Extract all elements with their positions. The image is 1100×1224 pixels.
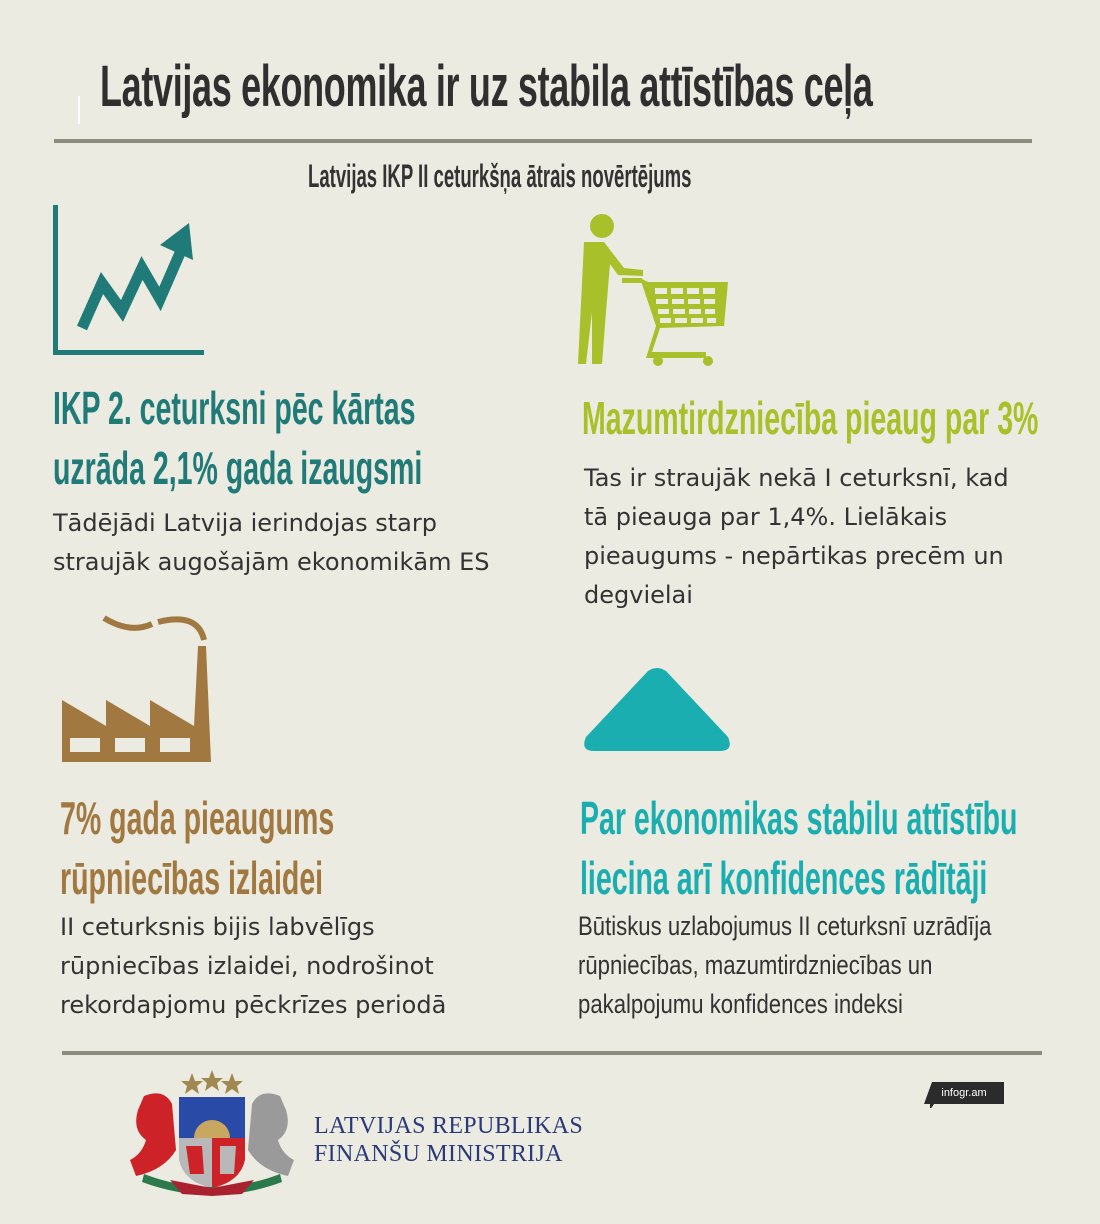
body-line: Tas ir straujāk nekā I ceturksnī, kad [584, 464, 1009, 492]
infogram-label: infogr.am [941, 1087, 987, 1099]
retail-headline: Mazumtirdzniecība pieaug par 3% [582, 392, 1039, 444]
top-divider [54, 139, 1032, 143]
infogram-badge[interactable] [924, 1082, 1004, 1108]
up-triangle-icon [580, 665, 735, 755]
body-line: tā pieauga par 1,4%. Lielākais [584, 503, 948, 531]
headline-line: 7% gada pieaugums [60, 792, 335, 844]
gdp-body [53, 504, 489, 582]
shopping-cart-person-icon [578, 212, 733, 367]
body-line: rūpniecības, mazumtirdzniecības un [578, 950, 933, 980]
body-line: II ceturksnis bijis labvēlīgs [60, 913, 375, 941]
headline-line: Par ekonomikas stabilu attīstību [580, 792, 1018, 844]
body-line: pakalpojumu konfidences indeksi [578, 989, 903, 1019]
edge-mark [78, 96, 80, 124]
body-line: straujāk augošajām ekonomikām ES [53, 548, 490, 576]
body-line: rekordapjomu pēckrīzes periodā [60, 991, 447, 1019]
headline-line: uzrāda 2,1% gada izaugsmi [53, 442, 423, 494]
industry-body [60, 908, 446, 1025]
retail-body [584, 459, 1009, 615]
headline-line: IKP 2. ceturksni pēc kārtas [53, 382, 416, 434]
confidence-headline [580, 788, 1017, 908]
headline-line: liecina arī konfidences rādītāji [580, 852, 988, 904]
growth-chart-icon [52, 205, 207, 357]
body-line: Būtiskus uzlabojumus II ceturksnī uzrādīja [578, 911, 992, 941]
confidence-body [578, 907, 991, 1024]
body-line: degvielai [584, 581, 693, 609]
headline-line: rūpniecības izlaidei [60, 852, 324, 904]
industry-headline [60, 788, 334, 908]
page-subtitle: Latvijas IKP II ceturkšņa ātrais novērtējums [308, 158, 692, 194]
gdp-headline [53, 378, 422, 498]
page-title: Latvijas ekonomika ir uz stabila attīstības ceļa [100, 54, 873, 119]
ministry-line: FINANŠU MINISTRIJA [314, 1141, 563, 1167]
ministry-name [314, 1112, 583, 1168]
body-line: rūpniecības izlaidei, nodrošinot [60, 952, 434, 980]
bottom-divider [62, 1051, 1042, 1055]
ministry-line: LATVIJAS REPUBLIKAS [314, 1113, 584, 1139]
body-line: pieaugums - nepārtikas precēm un [584, 542, 1004, 570]
factory-icon [60, 612, 215, 764]
latvia-coat-of-arms-icon [124, 1070, 300, 1200]
body-line: Tādējādi Latvija ierindojas starp [53, 509, 437, 537]
